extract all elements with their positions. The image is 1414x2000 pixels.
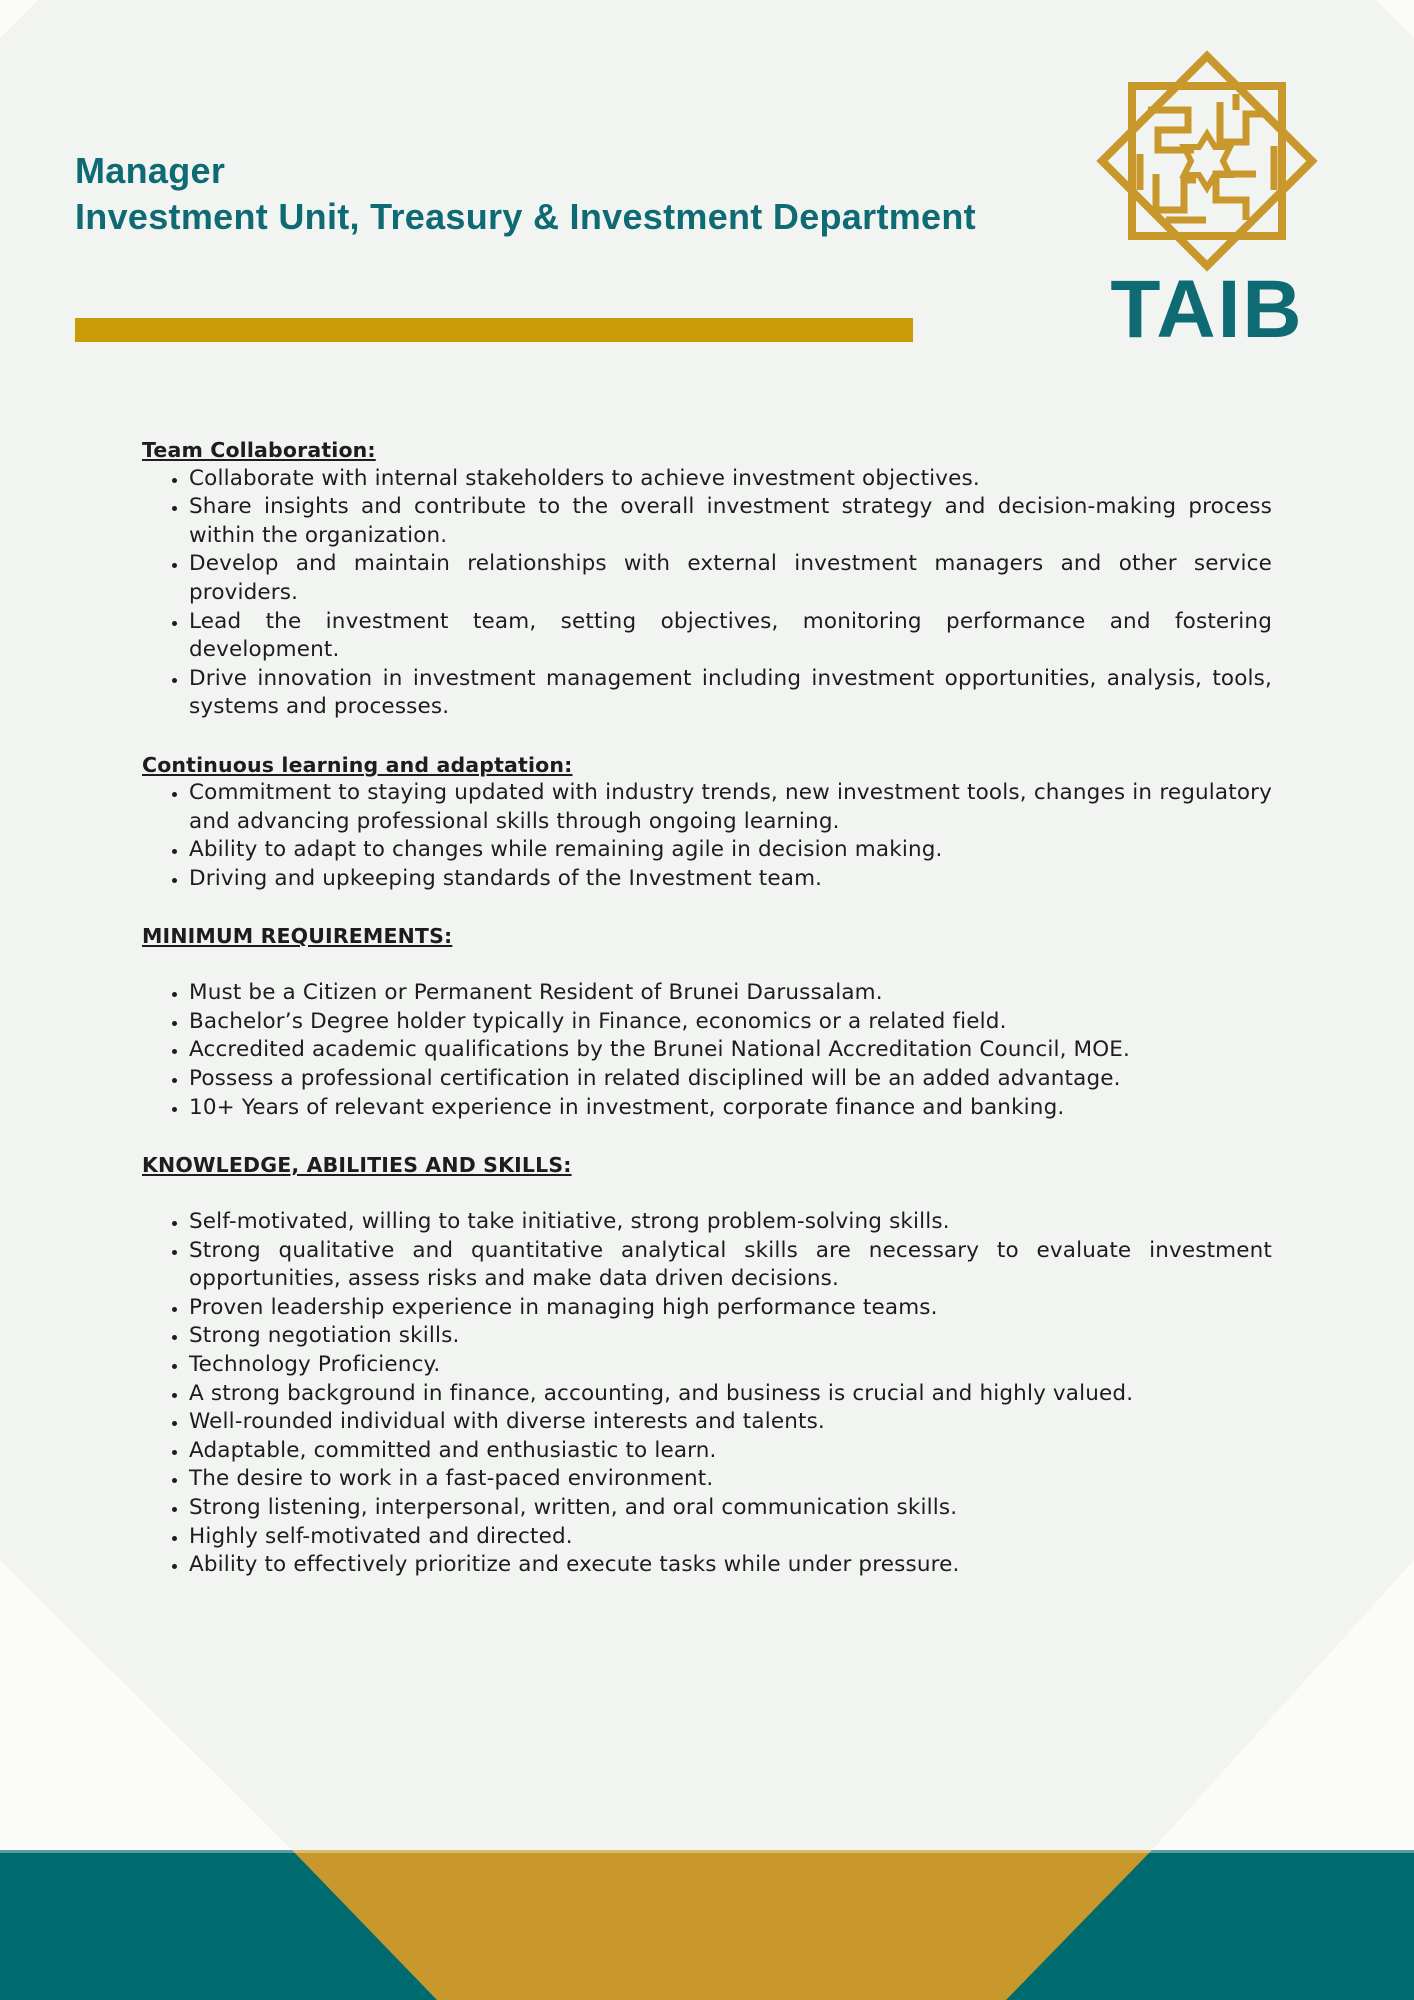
section-heading: KNOWLEDGE, ABILITIES AND SKILLS:	[142, 1152, 572, 1177]
title-accent-bar	[75, 318, 913, 342]
bullet-list	[142, 779, 1272, 893]
bullet-list	[142, 979, 1272, 1122]
list-item: • Share insights and contribute to the overall investment strategy and decision-making process within the organization.	[189, 493, 1272, 550]
bullet-list	[142, 465, 1272, 722]
section-minimum-requirements	[142, 922, 1272, 1122]
section-continuous-learning	[142, 751, 1272, 894]
section-heading: MINIMUM REQUIREMENTS:	[142, 924, 453, 949]
list-item: • Strong negotiation skills.	[189, 1322, 1272, 1351]
list-item: • Ability to effectively prioritize and execute tasks while under pressure.	[189, 1551, 1272, 1580]
list-item: • Adaptable, committed and enthusiastic to learn.	[189, 1437, 1272, 1466]
list-item: • Must be a Citizen or Permanent Resident of Brunei Darussalam.	[189, 979, 1272, 1008]
list-item: • Ability to adapt to changes while remaining agile in decision making.	[189, 836, 1272, 865]
list-item: • Possess a professional certification in related disciplined will be an added advantage.	[189, 1065, 1272, 1094]
list-item: • Accredited academic qualifications by the Brunei National Accreditation Council, MOE.	[189, 1036, 1272, 1065]
list-item: • The desire to work in a fast-paced environment.	[189, 1465, 1272, 1494]
job-title: Manager	[75, 150, 226, 191]
footer-band	[0, 1850, 1414, 2000]
taib-logo	[1096, 50, 1318, 355]
list-item: • Technology Proficiency.	[189, 1351, 1272, 1380]
kufic-emblem-icon	[1096, 50, 1318, 272]
list-item: • Bachelor’s Degree holder typically in Finance, economics or a related field.	[189, 1008, 1272, 1037]
list-item: • Collaborate with internal stakeholders to achieve investment objectives.	[189, 465, 1272, 494]
logo-wordmark: TAIB	[1110, 264, 1304, 355]
section-heading: Continuous learning and adaptation:	[142, 752, 573, 777]
list-item: • Proven leadership experience in managing high performance teams.	[189, 1294, 1272, 1323]
department-title: Investment Unit, Treasury & Investment Department	[75, 196, 976, 237]
job-description	[142, 436, 1272, 1608]
list-item: • Lead the investment team, setting objectives, monitoring performance and fostering development.	[189, 608, 1272, 665]
list-item: • Commitment to staying updated with industry trends, new investment tools, changes in regulatory and advancing professional skills through ongoing learning.	[189, 779, 1272, 836]
list-item: • A strong background in finance, accounting, and business is crucial and highly valued.	[189, 1380, 1272, 1409]
page-title	[75, 148, 976, 240]
list-item: • Well-rounded individual with diverse interests and talents.	[189, 1408, 1272, 1437]
section-team-collaboration	[142, 436, 1272, 722]
list-item: • Self-motivated, willing to take initiative, strong problem-solving skills.	[189, 1208, 1272, 1237]
list-item: • Strong qualitative and quantitative analytical skills are necessary to evaluate investment opportunities, assess risks and make data driven decisions.	[189, 1237, 1272, 1294]
section-heading: Team Collaboration:	[142, 438, 376, 462]
list-item: • 10+ Years of relevant experience in investment, corporate finance and banking.	[189, 1094, 1272, 1123]
list-item: • Driving and upkeeping standards of the Investment team.	[189, 865, 1272, 894]
list-item: • Develop and maintain relationships with external investment managers and other service providers.	[189, 550, 1272, 607]
section-knowledge-abilities-skills	[142, 1151, 1272, 1580]
list-item: • Drive innovation in investment management including investment opportunities, analysis, tools, systems and processes.	[189, 665, 1272, 722]
list-item: • Strong listening, interpersonal, written, and oral communication skills.	[189, 1494, 1272, 1523]
list-item: • Highly self-motivated and directed.	[189, 1523, 1272, 1552]
footer-edge	[0, 1850, 1414, 1853]
bullet-list	[142, 1208, 1272, 1580]
